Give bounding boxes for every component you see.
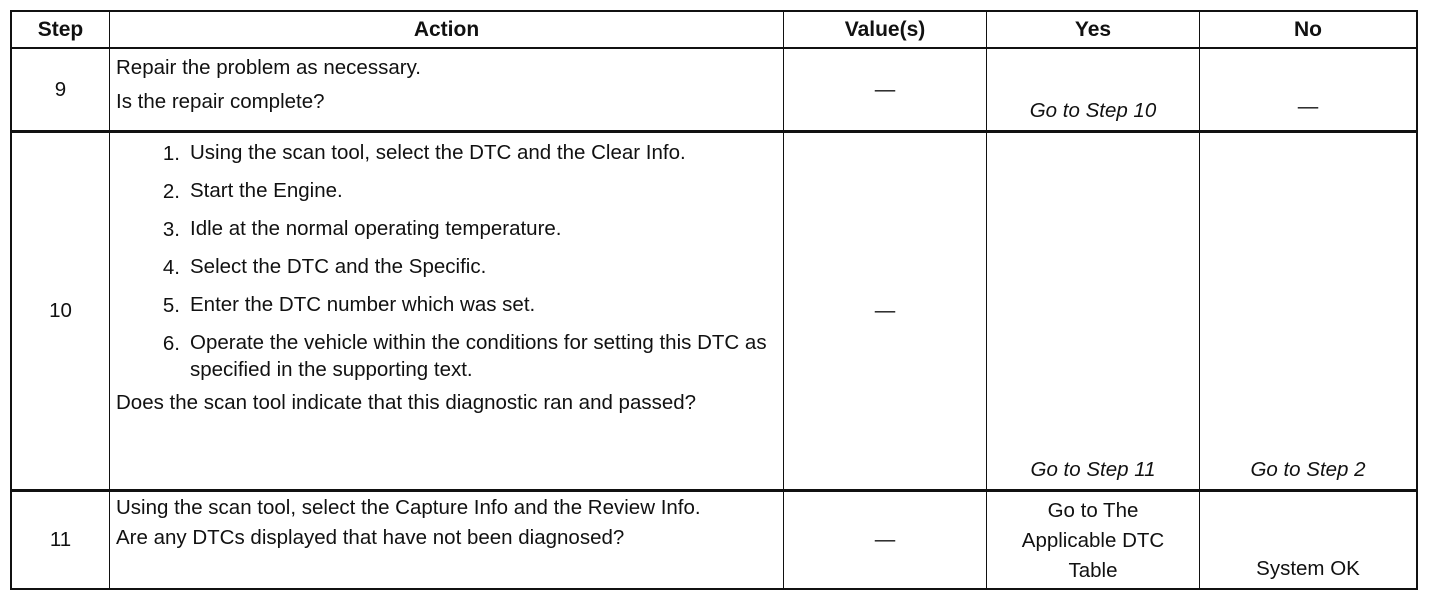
value-dash: — (874, 299, 896, 322)
procedure-item-text: Enter the DTC number which was set. (190, 293, 536, 316)
no-goto-link[interactable]: Go to Step 2 (1250, 458, 1366, 481)
no-dash: — (1297, 95, 1319, 118)
yes-goto-line: Go to The (1047, 499, 1139, 522)
no-cell (1200, 492, 1416, 588)
table-row-step-10 (12, 133, 1416, 492)
no-cell (1200, 49, 1416, 130)
action-cell (110, 133, 784, 489)
procedure-item-text: Start the Engine. (190, 179, 343, 202)
yes-goto-link[interactable]: Go to Step 11 (1030, 458, 1156, 481)
procedure-item (116, 291, 777, 321)
action-cell (110, 49, 784, 130)
header-action: Action (110, 12, 784, 47)
action-question: Does the scan tool indicate that this diagnostic ran and passed? (116, 391, 697, 414)
yes-cell (987, 49, 1200, 130)
step-number (12, 133, 110, 489)
procedure-item-number: 3. (162, 218, 180, 241)
procedure-item-number: 4. (162, 256, 180, 279)
procedure-item-text: Idle at the normal operating temperature. (190, 217, 562, 240)
step-number (12, 49, 110, 130)
procedure-item (116, 329, 777, 383)
step-number-text: 10 (49, 299, 72, 322)
procedure-item (116, 177, 777, 207)
yes-goto-link[interactable]: Go to Step 10 (1029, 99, 1157, 122)
procedure-item-number: 1. (162, 142, 180, 165)
action-question: Is the repair complete? (116, 90, 325, 113)
value-cell (784, 133, 987, 489)
header-step: Step (12, 12, 110, 47)
procedure-item-number: 5. (162, 294, 180, 317)
header-no: No (1294, 18, 1322, 41)
yes-goto-line: Table (1068, 559, 1118, 582)
procedure-item (116, 215, 777, 245)
yes-cell[interactable] (987, 492, 1200, 588)
yes-cell (987, 133, 1200, 489)
procedure-item-text: Select the DTC and the Specific. (190, 255, 487, 278)
action-instruction: Repair the problem as necessary. (116, 56, 421, 79)
procedure-item-text: Using the scan tool, select the DTC and the Clear Info. (190, 141, 686, 164)
table-header-row (12, 12, 1416, 49)
action-cell (110, 492, 784, 588)
procedure-item-number: 2. (162, 180, 180, 203)
header-yes: Yes (987, 12, 1200, 47)
header-values: Value(s) (784, 12, 987, 47)
step-number-text: 11 (49, 528, 72, 551)
procedure-item (116, 253, 777, 283)
step-number (12, 492, 110, 588)
action-instruction: Using the scan tool, select the Capture Info and the Review Info. (116, 496, 701, 519)
diagnostic-table (10, 10, 1418, 590)
table-row-step-9 (12, 49, 1416, 133)
procedure-item-number: 6. (162, 332, 180, 355)
value-cell (784, 49, 987, 130)
value-dash: — (874, 528, 896, 551)
procedure-list (116, 139, 777, 383)
procedure-item (116, 139, 777, 169)
value-dash: — (874, 77, 896, 101)
table-row-step-11 (12, 492, 1416, 588)
action-question: Are any DTCs displayed that have not been diagnosed? (116, 526, 625, 549)
procedure-item-text: Operate the vehicle within the conditions for setting this DTC as specified in the supporting text. (190, 331, 767, 381)
no-result-text: System OK (1256, 557, 1360, 580)
value-cell (784, 492, 987, 588)
step-number-text: 9 (54, 77, 67, 101)
yes-goto-line: Applicable DTC (1021, 529, 1165, 552)
no-cell (1200, 133, 1416, 489)
